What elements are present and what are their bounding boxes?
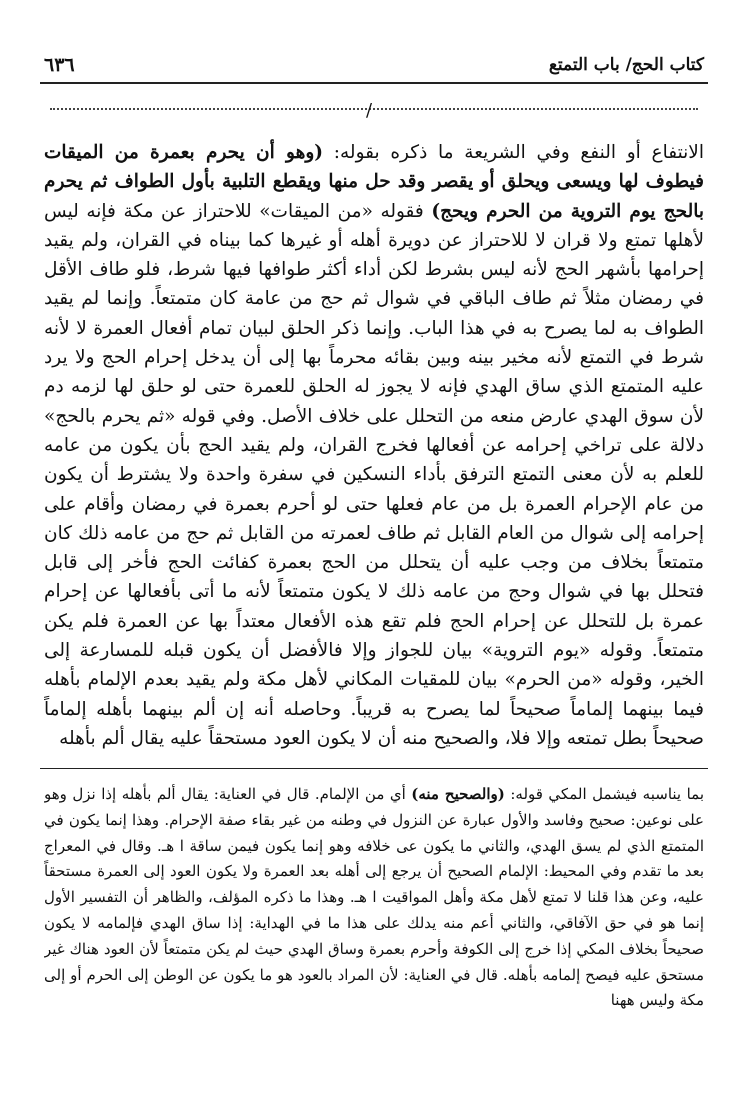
main-text-bold-segment: (وهو أن يحرم بعمرة من الميقات فيطوف لها ويسعى ويحلق أو يقصر وقد حل منها ويقطع التلبية بأول الطواف ثم يحرم بالحج يوم التروية من الحرم ويحج) <box>44 142 704 222</box>
page-number: ٦٣٦ <box>44 54 75 76</box>
main-text-segment: الانتفاع أو النفع وفي الشريعة ما ذكره بقوله: <box>323 142 704 163</box>
footnote-commentary <box>44 782 704 1082</box>
running-title: كتاب الحج/ باب التمتع <box>548 55 704 75</box>
footnote-segment: بما يناسبه فيشمل المكي قوله: <box>504 785 704 803</box>
main-text-body <box>44 138 704 758</box>
header-rule <box>40 82 708 84</box>
divider-mark: / <box>366 100 373 121</box>
main-text-segment: فقوله «من الميقات» للاحتراز عن مكة فإنه ليس لأهلها تمتع ولا قران لا للاحتراز عن دويرة أهله أو غيرها كما بيناه في القران، ولم يقيد إحرامها بأشهر الحج لأنه ليس بشرط لكن أداء أكثر طوافها فيها شرط، فلو طاف الأقل في رمضان مثلاً ثم طاف الباقي في شوال ثم حج من عامة كان متمتعاً. وإنما لم يقيد الطواف به لما يصرح به في هذا الباب. وإنما ذكر الحلق لبيان تمام أفعال العمرة لا لأنه شرط في التمتع لأنه مخير بينه وبين بقائه محرماً بها إلى أن يدخل إحرام الحج ولا يرد عليه المتمتع الذي ساق الهدي فإنه لا يجوز له الحلق للعمرة حتى لو حلق لها لزمه دم لأن سوق الهدي عارض منعه من التحلل على خلاف الأصل. وفي قوله «ثم يحرم بالحج» دلالة على تراخي إحرامه عن أفعالها فخرج القران، ولم يقيد الحج بأن يكون من عامه للعلم به لأن معنى التمتع الترفق بأداء النسكين في سفرة واحدة ولا يشترط أن يكون من عام الإحرام العمرة بل من عام فعلها حتى لو أحرم بعمرة في رمضان وأقام على إحرامه إلى شوال من العام القابل ثم طاف لعمرته من القابل ثم حج من عامه ذلك كان متمتعاً بخلاف من وجب عليه أن يتحلل من الحج بعمرة كفائت الحج فأخر إلى قابل فتحلل بها في شوال وحج من عامه ذلك لا يكون متمتعاً لأنه ما أتى بأفعالها عن إحرام عمرة بل للتحلل عن إحرام الحج فلم تقع هذه الأفعال معتداً بها عن العمرة فلم يكن متمتعاً. وقوله «يوم التروية» بيان للجواز وإلا فالأفضل أن يكون قبله للمسارعة إلى الخير، وقوله «من الحرم» بيان للمقيات المكاني لأهل مكة ولم يقيد بعدم الإلمام بأهله فيما بينهما إلماماً صحيحاً لما يصرح به قريباً. وحاصله أنه إن ألم بينهما بأهله إلماماً صحيحاً بطل تمتعه وإلا فلا، والصحيح منه أن لا يكون العود مستحقاً عليه يقال ألم بأهله <box>44 200 704 749</box>
footnote-bold-segment: (والصحيح منه) <box>411 785 505 803</box>
footnote-separator <box>40 768 708 769</box>
footnote-segment: أي من الإلمام. قال في العناية: يقال ألم بأهله إذا نزل وهو على نوعين: صحيح وفاسد والأول عبارة عن النزول في وطنه من غير بقاء صفة الإحرام. وهذا إنما يكون في المتمتع الذي لم يسق الهدي، والثاني ما يكون عى خلافه وهو إنما يكون فيمن ساقة ا هـ. وقال في المعراج بعد ما تقدم وفي المحيط: الإلمام الصحيح أن يرجع إلى أهله بعد العمرة ولا يكون العود إلى العمرة مستحقاً عليه، وعن هذا قلنا لا تمتع لأهل مكة وأهل المواقيت ا هـ. وهذا ما ذكره المؤلف، والظاهر أن التفسير الأول إنما هو في حق الآفاقي، والثاني أعم منه يدلك على هذا ما في الهداية: إذا ساق الهدي فإلمامه لا يكون صحيحاً بخلاف المكي إذا خرج إلى الكوفة وأحرم بعمرة وساق الهدي حيث لم يكن متمتعاً لأن العود هناك غير مستحق عليه فيصح إلمامه بأهله. قال في العناية: لأن المراد بالعود هو ما يكون عن الوطن إلى الحرم أو إلى مكة وليس ههنا <box>44 785 704 1010</box>
dotted-divider <box>50 98 698 110</box>
